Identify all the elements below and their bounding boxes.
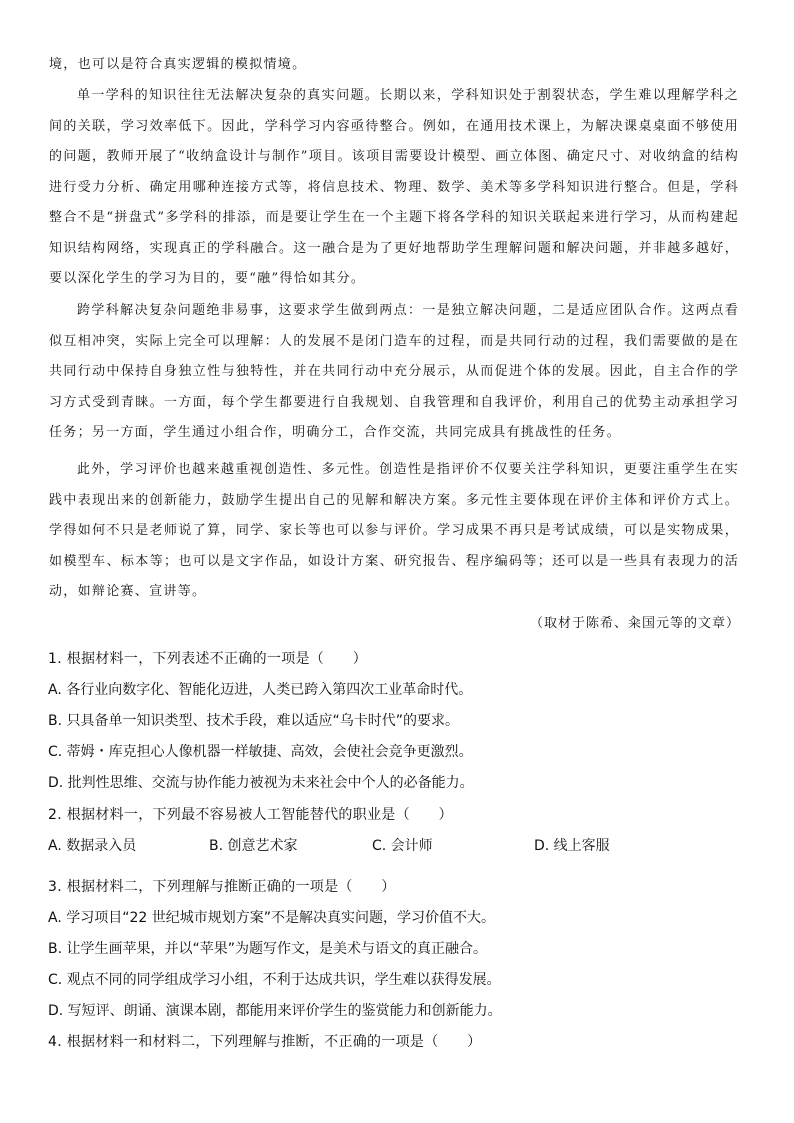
material-paragraph-3: 此外，学习评价也越来越重视创造性、多元性。创造性是指评价不仅要关注学科知识，更要注重学生在实践中表现出来的创新能力，鼓励学生提出自己的见解和解决方案。多元性主要体现在评价主体和评价方式上。学得如何不只是老师说了算，同学、家长等也可以参与评价。学习成果不再只是考试成绩，可以是实物成果，如模型车、标本等；也可以是文字作品，如设计方案、研究报告、程序编码等；还可以是一些具有表现力的活动，如辩论赛、宣讲等。 xyxy=(49,462,739,599)
material-source: （取材于陈希、籴国元等的文章） xyxy=(529,616,740,631)
question-3-option-c: C. 观点不同的同学组成学习小组，不利于达成共识，学生难以获得发展。 xyxy=(48,972,501,988)
material-paragraph-1: 单一学科的知识往往无法解决复杂的真实问题。长期以来，学科知识处于割裂状态，学生难以理解学科之间的关联，学习效率低下。因此，学科学习内容亟待整合。例如，在通用技术课上，为解决课桌桌面不够使用的问题，教师开展了“收纳盒设计与制作”项目。该项目需要设计模型、画立体图、确定尺寸、对收纳盒的结构进行受力分析、确定用哪种连接方式等，将信息技术、物理、数学、美术等多学科知识进行整合。但是，学科整合不是“拼盘式”多学科的排添，而是要让学生在一个主题下将各学科的知识关联起来进行学习，从而构建起知识结构网络，实现真正的学科融合。这一融合是为了更好地帮助学生理解问题和解决问题，并非越多越好，要以深化学生的学习为目的，要“融”得恰如其分。 xyxy=(49,88,739,286)
material-paragraph-2: 跨学科解决复杂问题绝非易事，这要求学生做到两点：一是独立解决问题，二是适应团队合作。这两点看似互相冲突，实际上完全可以理解：人的发展不是闭门造车的过程，而是共同行动的过程，我们需要做的是在共同行动中保持自身独立性与独特性，并在共同行动中充分展示，从而促进个体的发展。因此，自主合作的学习方式受到青睐。一方面，每个学生都要进行自我规划、自我管理和自我评价，利用自己的优势主动承担学习任务；另一方面，学生通过小组合作，明确分工，合作交流，共同完成具有挑战性的任务。 xyxy=(49,303,739,440)
question-2-option-d: D. 线上客服 xyxy=(534,838,610,854)
question-2-stem: 2. 根据材料一，下列最不容易被人工智能替代的职业是（ ） xyxy=(48,807,453,823)
question-1-stem: 1. 根据材料一，下列表述不正确的一项是（ ） xyxy=(48,651,368,667)
question-2-option-a: A. 数据录入员 xyxy=(48,838,137,854)
question-3-option-a: A. 学习项目“22 世纪城市规划方案”不是解决真实问题，学习价值不大。 xyxy=(48,910,496,926)
question-3-option-d: D. 写短评、朗诵、演课本剧，都能用来评价学生的鉴赏能力和创新能力。 xyxy=(48,1003,502,1019)
question-2-option-b: B. 创意艺术家 xyxy=(209,838,298,854)
question-3-stem: 3. 根据材料二，下列理解与推断正确的一项是（ ） xyxy=(48,879,396,895)
material-paragraph-0: 境，也可以是符合真实逻辑的模拟情境。 xyxy=(49,57,307,72)
question-3-option-b: B. 让学生画苹果，并以“苹果”为题写作文，是美术与语文的真正融合。 xyxy=(48,941,488,957)
question-1-option-d: D. 批判性思维、交流与协作能力被视为未来社会中个人的必备能力。 xyxy=(48,775,474,791)
question-1-option-a: A. 各行业向数字化、智能化迈进，人类已跨入第四次工业革命时代。 xyxy=(48,682,473,698)
question-1-option-b: B. 只具备单一知识类型、技术手段，难以适应“乌卡时代”的要求。 xyxy=(48,713,460,729)
question-1-option-c: C. 蒂姆・库克担心人像机器一样敏捷、高效，会使社会竞争更激烈。 xyxy=(48,744,473,760)
question-4-stem: 4. 根据材料一和材料二，下列理解与推断，不正确的一项是（ ） xyxy=(48,1034,482,1050)
question-2-option-c: C. 会计师 xyxy=(372,838,433,854)
